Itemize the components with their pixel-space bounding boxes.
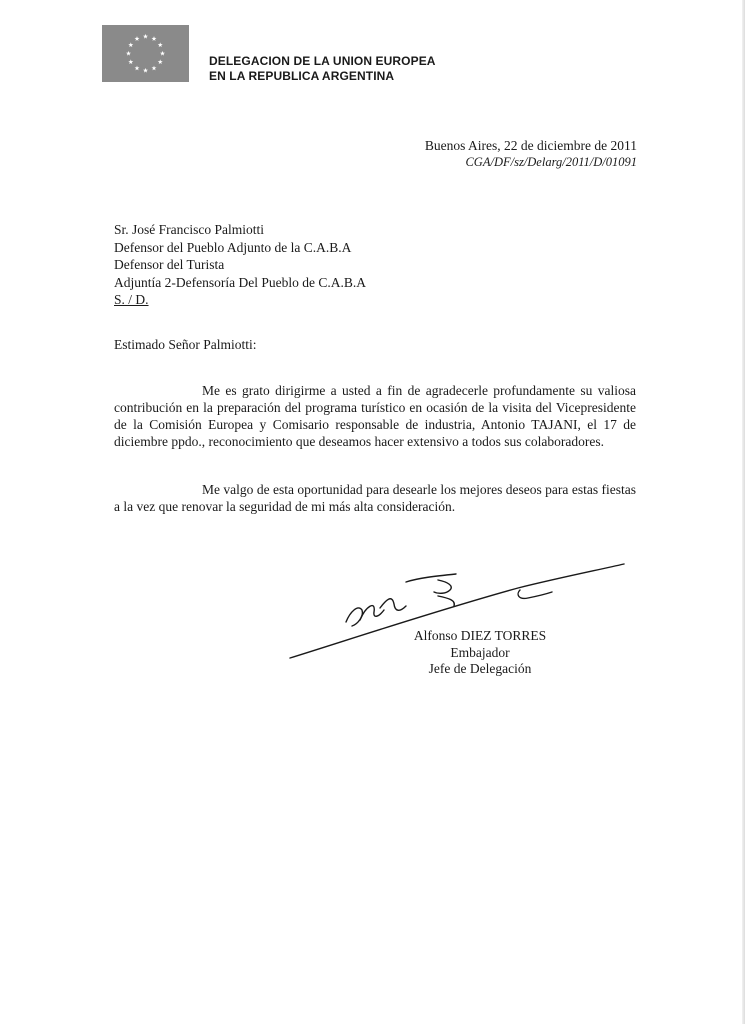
date-block [425, 138, 637, 170]
flag-star [152, 66, 157, 71]
eu-stars-icon [102, 25, 189, 82]
body-paragraph-1: Me es grato dirigirme a usted a fin de agradecerle profundamente su valiosa contribución en la preparación del programa turístico en ocasión de la visita del Vicepresidente de la Comisión Europea y Comisario responsable de industria, Antonio TAJANI, el 17 de diciembre ppdo., reconocimiento que deseamos hacer extensivo a todos sus colaboradores. [114, 383, 636, 449]
recipient-line-3: Defensor del Turista [114, 257, 225, 272]
flag-star [160, 51, 165, 56]
flag-star [128, 42, 133, 47]
signer-role: Jefe de Delegación [428, 661, 532, 676]
flag-star [135, 36, 140, 41]
flag-star [143, 68, 148, 73]
reference-number: CGA/DF/sz/Delarg/2011/D/01091 [465, 155, 637, 169]
recipient-line-5: S. / D. [114, 292, 149, 307]
greeting: Estimado Señor Palmiotti: [114, 337, 257, 352]
flag-star [126, 51, 131, 56]
recipient-line-4: Adjuntía 2-Defensoría Del Pueblo de C.A.B.A [114, 274, 366, 290]
org-line-2: EN LA REPUBLICA ARGENTINA [209, 69, 395, 83]
eu-flag-logo [102, 25, 189, 82]
signer-title: Embajador [450, 644, 510, 660]
flag-star [135, 66, 140, 71]
flag-star [152, 36, 157, 41]
body-paragraph-2: Me valgo de esta oportunidad para desearle los mejores deseos para estas fiestas a la vez que renovar la seguridad de mi más alta consideración. [114, 482, 636, 514]
organization-header [209, 54, 436, 84]
flag-star [158, 42, 163, 47]
org-line-1: DELEGACION DE LA UNION EUROPEA [209, 54, 436, 68]
recipient-line-2: Defensor del Pueblo Adjunto de la C.A.B.A [114, 239, 352, 255]
date-line: Buenos Aires, 22 de diciembre de 2011 [424, 138, 637, 153]
flag-star [158, 59, 163, 64]
recipient-address [114, 221, 366, 309]
flag-star [128, 59, 133, 64]
signer-name: Alfonso DIEZ TORRES [413, 628, 547, 643]
flag-star [143, 34, 148, 39]
recipient-name: Sr. José Francisco Palmiotti [114, 222, 264, 237]
signer-block [400, 628, 560, 678]
